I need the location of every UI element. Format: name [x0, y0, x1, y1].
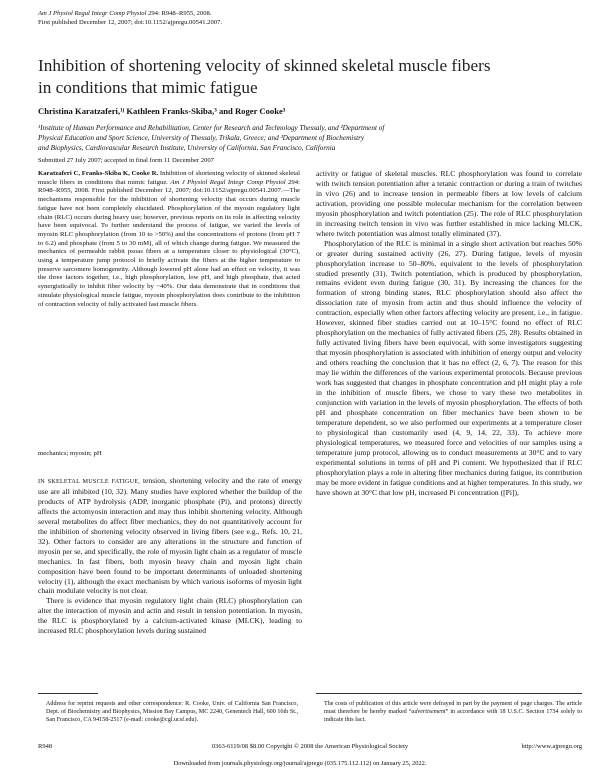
affiliations [38, 123, 568, 153]
footnote-divider-right [316, 693, 582, 694]
footnote-divider-left [38, 693, 98, 694]
submission-dates: Submitted 27 July 2007; accepted in final form 11 December 2007 [38, 157, 214, 164]
journal-url[interactable]: http://www.ajpregu.org [521, 743, 582, 750]
abstract-citation-tail: 294: R948–R955, 2008. First published December 12, 2007; doi:10.1152/ajpregu.00541.2007.— [38, 178, 300, 195]
intro-paragraph-2: There is evidence that myosin regulatory light chain (RLC) phosphorylation can alter the interaction of myosin and actin and result in tension potentiation. In myosin, the RLC is phosphorylated by a calcium-activated kinase (MLCK), leading to increased RLC phosphorylation levels during sustained [38, 596, 302, 636]
body-column-left [38, 476, 302, 636]
page-charges-footnote [324, 700, 582, 725]
article-title [38, 55, 568, 98]
page-charges-text-b: ” in accordance with 18 U.S.C. Section 1734 solely to indicate this fact. [324, 709, 583, 724]
intro-paragraph-1-text: tension, shortening velocity and the rate of energy use are all inhibited (10, 32). Many studies have explored whether the buildup of the products of ATP hydrolysis (ADP, inorganic phosphate (Pi), and protons) directly affects the actomyosin interaction and may thus inhibit shortening velocity. Although several metabolites do affect fiber mechanics, they do not quantitatively account for the inhibition of shortening velocity observed in living fibers (see e.g., Refs. 10, 21, 32). Other factors to consider are any alterations in the structure and function of myosin per se, and specifically, the role of myosin light chain as a regulator of muscle mechanics. In fast fibers, both myosin heavy chain and myosin light chain composition have been found to be important determinants of unloaded shortening velocity (1), although the exact mechanism by which various isoforms of myosin light chain modulate velocity is not clear. [38, 476, 302, 596]
intro-paragraph-4: Phosphorylation of the RLC is minimal in a single short activation but reaches 50% or greater during sustained activity (26, 27). During fatigue, levels of myosin phosphorylation increase to 50–80%, equivalent to the levels of phosphorylation studied presently (31). Twitch potentiation, which is produced by phosphorylation, remains evident even during fatigue (30, 31). By increasing the chances for the formation of strong binding states, RLC phosphorylation should also affect the dissociation rate of myosin from actin and thus should influence the velocity of contraction, especially when other factors affecting velocity are present, i.e., in fatigue. However, skinned fiber studies carried out at 10–15°C found no effect of RLC phosphorylation on the mechanics of fully activated fibers (25, 28). Results obtained in fully activated living fibers have been equivocal, with some investigators suggesting that myosin phosphorylation is associated with inhibition of energy output and velocity and others reaching the conclusion that it has no effect (2, 6, 7). The reason for this may lie within the differences of the various experimental protocols. Because previous work has suggested that changes in phosphate concentration and pH might play a role in the inhibition of muscle fibers, we chose to vary these two metabolites in conjunction with variation in the levels of myosin phosphorylation. The effects of both pH and phosphate concentration on fiber mechanics have been shown to be temperature dependent, so we also performed our experiments at a temperature closer to physiological than customarily used (4, 9, 14, 22, 33). To achieve more physiological temperatures, we measured force and velocities of our samples using a temperature jump protocol, allowing us to conduct measurements at 30°C and to vary experimental solutions in terms of pH and Pi content. We hypothesized that if RLC phosphorylation plays a role in altering fiber mechanics during fatigue, its contribution may be more evident in fatigue conditions and at higher temperatures. In this study, we have shown at 30°C that low pH, increased Pi concentration ([Pi]), [316, 238, 582, 497]
journal-name: Am J Physiol Regul Integr Comp Physiol [38, 10, 147, 17]
page-footer [38, 743, 582, 753]
page-charges-emphasis: advertisement [411, 709, 446, 716]
abstract-citation-title: Inhibition of shortening velocity of skinned skeletal muscle fibers in conditions that mimic fatigue. [38, 170, 300, 186]
download-notice: Downloaded from journals.physiology.org/journal/ajpregu (035.175.112.112) on January 25, 2022. [173, 760, 427, 767]
author-list: Christina Karatzaferi,¹ʲ Kathleen Franks-Skiba,³ and Roger Cooke³ [38, 106, 286, 116]
abstract-body: The mechanisms responsible for the inhibition of shortening velocity that occurs during muscle fatigue have not been completely elucidated. Phosphorylation of the myosin regulatory light chain (RLC) occurs during heavy use; however, previous reports on its role in affecting velocity have been equivocal. To further understand the process of fatigue, we varied the levels of myosin RLC phosphorylation (from 10 to >50%) and the concentrations of protons (from pH 7 to 6.2) and phosphate (from 5 to 30 mM), all of which change during fatigue. We measured the mechanics of permeable rabbit psoas fibers at a temperature closer to physiological (30°C), using a temperature jump protocol to briefly activate the fibers at the higher temperature to preserve sarcomere homogeneity. Although lowered pH alone had an effect on velocity, it was the three factors together, i.e., high phosphorylation, low pH, and high phosphate, that acted synergistically to inhibit fiber velocity by ~40%. Our data demonstrate that in conditions that simulate physiological muscle fatigue, myosin phosphorylation does contribute to the inhibition of contraction velocity of fully activated fast muscle fibers. [38, 187, 300, 308]
correspondence-footnote: Address for reprint requests and other correspondence: R. Cooke, Univ. of California San Francisco, Dept. of Biochemistry and Biophysics, Mission Bay Campus, MC 2240, Genentech Hall, 600 16th St., San Francisco, CA 94158-2517 (e-mail: cooke@cgl.ucsf.edu). [46, 701, 298, 724]
intro-paragraph-1 [38, 476, 302, 596]
body-column-right [316, 169, 582, 497]
journal-citation-line [38, 9, 222, 18]
affiliation-line-2: Physical Education and Sport Science, University of Thessaly, Trikala, Greece; and ³Department of Biochemistry [38, 134, 365, 142]
title-line-1: Inhibition of shortening velocity of skinned skeletal muscle fibers [38, 56, 491, 75]
abstract-citation-authors: Karatzaferi C, Franks-Skiba K, Cooke R. [38, 170, 159, 177]
copyright-line: 0363-6119/08 $8.00 Copyright © 2008 the American Physiological Society [211, 743, 409, 750]
intro-lead-in: IN SKELETAL MUSCLE FATIGUE, [38, 478, 141, 485]
page-number: R948 [38, 743, 53, 750]
published-line: First published December 12, 2007; doi:10.1152/ajpregu.00541.2007. [38, 19, 222, 26]
affiliation-line-3: and Biophysics, Cardiovascular Research Institute, University of California, San Francisco, California [38, 144, 336, 152]
title-line-2: in conditions that mimic fatigue [38, 77, 258, 97]
journal-volume: 294: R948–R955, 2008. [146, 10, 212, 17]
abstract [38, 170, 300, 309]
intro-paragraph-3: activity or fatigue of skeletal muscles. RLC phosphorylation was found to correlate with twitch tension potentiation after a tetanic contraction or during a train of twitches in vivo (26) and to increase tension in permeable fibers at low levels of calcium activation, providing one possible molecular mechanism for the correlation between myosin phosphorylation and twitch potentiation (25). The role of RLC phosphorylation in increasing twitch tension in vivo was further established in mice lacking MLCK, where twitch potentiation was almost totally eliminated (37). [316, 169, 582, 238]
keywords: mechanics; myosin; pH [38, 450, 102, 457]
journal-header [38, 9, 222, 27]
affiliation-line-1: ¹Institute of Human Performance and Rehabilitation, Center for Research and Technology Thessaly, and ²Department of [38, 124, 385, 132]
abstract-citation-journal: Am J Physiol Regul Integr Comp Physiol [170, 178, 286, 186]
page-charges-text-a: The costs of publication of this article were defrayed in part by the payment of page charges. The article must therefore be hereby marked “ [324, 701, 582, 716]
